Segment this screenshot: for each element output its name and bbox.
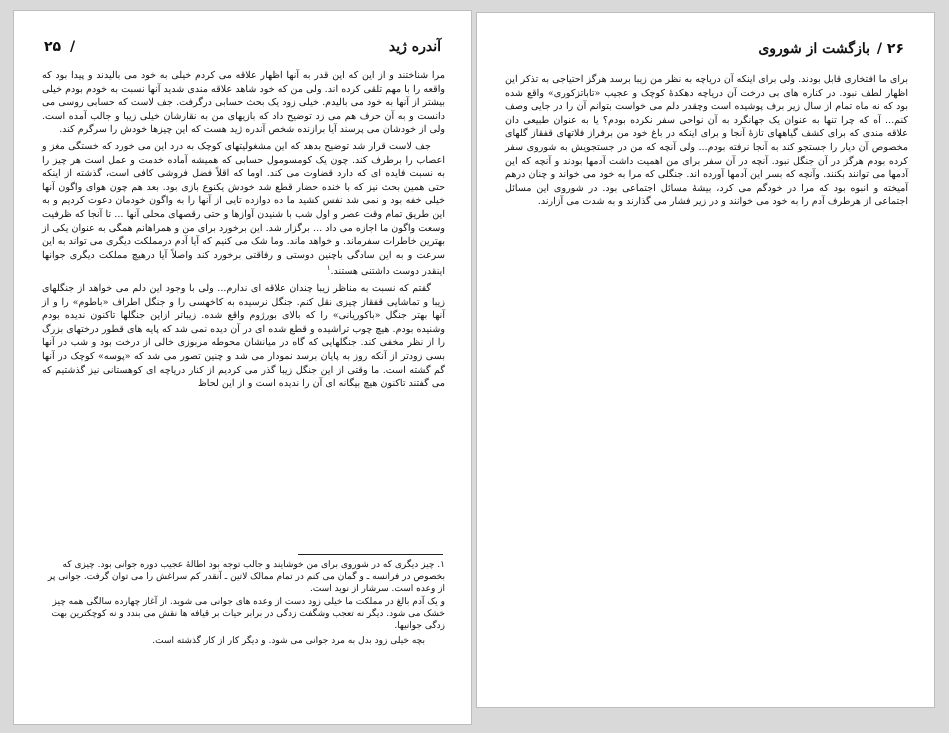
left-running-title: آندره ژید bbox=[388, 39, 441, 55]
left-paragraph-2 bbox=[42, 140, 445, 279]
left-page bbox=[13, 10, 472, 725]
left-page-header bbox=[44, 39, 441, 61]
footnote-1-continued: و یک آدم بالغ در مملکت ما خیلی زود دست از وعده های جوانی می شوید. از آغاز چهارده سالگی همه چیز خشک می شود. دیگر نه تعجب وشگفت زدگی در برابر حیات بر قیافه ها نقش می بندد و نه کوچکترین بهت زدگی جوانیها. bbox=[51, 596, 445, 632]
right-header-separator: / bbox=[876, 41, 882, 57]
footnote-1-end: بچه خیلی زود بدل به مرد جوانی می شود. و دیگر کار از کار گذشته است. bbox=[152, 636, 425, 647]
footnote-divider bbox=[298, 554, 443, 555]
right-page-number: ۲۶ bbox=[886, 41, 904, 57]
right-page-header bbox=[507, 41, 904, 63]
left-body-text bbox=[42, 69, 445, 391]
left-page-number: ۲۵ bbox=[44, 39, 62, 55]
footnote-1: ۱. چیز دیگری که در شوروی برای من خوشایند و جالب توجه بود اطالهٔ عجیب دوره جوانی بود. چیزی که بخصوص در فرانسه ـ و گمان می کنم در تمام ممالک لاتین ـ آنقدر کم سراغش را می توان گرفت. جوانی پر از وعده است. سرشار از نوید است. bbox=[47, 560, 445, 595]
right-body-text bbox=[505, 73, 908, 209]
left-paragraph-2-text: جف لاست قرار شد توضیح بدهد که این مشغولیتهای کوچک به درد این می خورد که خستگی مغز و اعصاب را برطرف کند. چون یک کومسومول حسابی که همیشه آماده خدمت و عمل است هر چیز را به نسبت فایده ای که دارد قضاوت می کند. اوما که اقلاً فضل فروشی کافی است، گذشته از اینکه حتی همین بحث نیز که با خنده حضار قطع شد خودش یکنوع بازی بود. بعد هم چون هوای واگون آنها خیلی خفه بود و نمی شد نفس کشید ما ده دوازده تایی از آنها را به واگون خودمان دعوت کردیم و به این طریق تمام وقت عصر و اول شب با شنیدن آوازها و حتی رقصهای محلی آنها ... تا آنجا که ظرفیت وسعت واگون ما اجازه می داد ... برگزار شد. این برخورد برای من و همراهانم همگی به عنوان یکی از بهترین خاطرات سفرماند. و خواهد ماند. وما شک می کنیم که آیا آدم درمملکت دیگری می تواند به این سرعت و به این سادگی باچنین دوستی و رفاقتی برخورد کند واصلاً آیا درهیچ مملکت دیگری جوانها اینقدر دوست داشتنی هستند. bbox=[42, 140, 445, 278]
left-paragraph-1: مرا شناختند و از این که این قدر به آنها اظهار علاقه می کردم خیلی به خود می بالیدند و پیدا بود که واقعه را با مهم تلقی کرده اند. ولی من که خود شاهد علاقه مندی شدید آنها نسبت به خودم بودم خیلی بیشتر از آنها به خود می بالیدم. خیلی زود یک بحث حسابی درگرفت. جف لاست که حسابی روسی می دانست و به آن حرف هم می زد توضیح داد که بازیهای من به نقارشان خیلی زیبا و جالب آمده است. ولی از خودشان می پرسند آیا برازنده شخص آندره ژید هست که این چیزها خودش را سرگرم کند. bbox=[42, 70, 445, 136]
right-running-title: بازگشت از شوروی bbox=[758, 41, 870, 57]
left-header-separator: / bbox=[70, 39, 76, 55]
right-paragraph-1: برای ما افتخاری قابل بودند. ولی برای اینکه آن دریاچه به نظر من زیبا برسد هرگز احتیاجی به تذکر این اظهار لطف نبود. در کناره های بی درخت آن دریاچه دهکدهٔ کوچک و عجیب «تاباتزکوری» واقع شده بود که نه ماه تمام از سال زیر برف پوشیده است وچقدر دلم می خواست بتوانم آن را در جایی وصف کنم... آه که چرا تنها به عنوان یک جهانگرد به آن نواحی سفر نکرده بودم؟ یا به عنوان طبیعی دان علاقه مندی که برای کشف گیاههای تازهٔ آنجا و برای اینکه در باغ خود من برفراز فلاتهای قفقاز گلهای مخصوص آن دیار را جستجو کند به آنجا نرفته بودم... ولی آنچه که من در جستجویش به شوروی سفر کرده بودم هرگز در آن جنگل نبود. آنچه در آن سفر برای من اهمیت داشت آدمها بودند و آنچه که این آدمها می توانند بکنند. وآنچه که بسر این آدمها آورده اند. جنگلی که مرا به خود می خواند و چنان درهم آمیخته و انبوه بود که مرا در خودگم می کرد، بیشهٔ مسائل اجتماعی بود. در شوروی این مسائل اجتماعی از هرطرف آدم را به خود می خوانند و در زیر فشار می گذارند و به شدت می آزارند. bbox=[504, 74, 908, 208]
right-page bbox=[476, 12, 935, 708]
left-footnotes bbox=[42, 559, 445, 647]
left-paragraph-3: گفتم که نسبت به مناظر زیبا چندان علاقه ای ندارم... ولی با وجود این دلم می خواهد از جنگلهای زیبا و تماشایی قفقاز چیزی نقل کنم. جنگل نرسیده به کاخهسی را و جنگل اطراف «باطوم» را و از آنها بهتر جنگل «باکوریانی» را که بالای بورژوم واقع شده. زیباتر ازاین جنگلها تاکنون ندیده بودم وشنیده بودم. هیچ چوب تراشیده و قطع شده ای در آن دیده نمی شد که پایه های قطور درختهای بزرگ را از نظر مخفی کند. جنگلهایی که گاه در میانشان محوطه مربوزی خالی از درخت بود و شب در آنها بسی زودتر از آنکه روز به پایان برسد نمودار می شد و چنین تصور می شد که «پوسه» کوچک در آنها گم گشته است. ما وقتی از این جنگل زیبا گذر می کردیم از کنار دریاچه ای کوهستانی نیز گذشتیم که می گفتند تاکنون هیچ بیگانه ای آن را ندیده است و از این لحاظ bbox=[42, 283, 445, 390]
footnote-marker: ۱ bbox=[326, 264, 331, 273]
